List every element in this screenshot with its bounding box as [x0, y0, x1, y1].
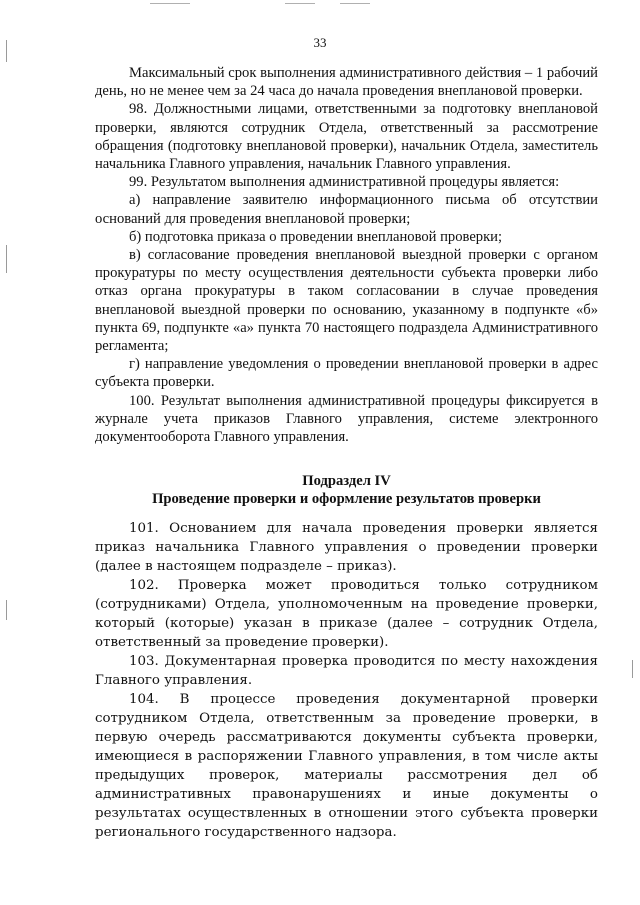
scan-artifact — [6, 245, 7, 273]
document-body — [95, 64, 598, 842]
paragraph: 103. Документарная проверка проводится по месту нахождения Главного управления. — [95, 653, 598, 688]
section-heading — [95, 472, 598, 508]
page-number: 33 — [313, 35, 327, 50]
paragraph: б) подготовка приказа о проведении внеплановой проверки; — [129, 228, 503, 245]
section-iii-tail — [95, 64, 598, 446]
paragraph: 101. Основанием для начала проведения проверки является приказ начальника Главного управления о проведении проверки (далее в настоящем подразделе – приказ). — [95, 520, 598, 574]
scan-artifact — [340, 3, 370, 4]
section-iv-body — [95, 519, 598, 842]
section-title: Проведение проверки и оформление результатов проверки — [152, 491, 541, 508]
scan-artifact — [150, 3, 190, 4]
paragraph: в) согласование проведения внеплановой выездной проверки с органом прокуратуры по месту осуществления деятельности субъекта проверки либо отказ органа прокуратуры в таком согласовании в случае проведения внеплановой выездной проверки по основанию, указанному в подпункте «б» пункта 69, подпункте «а» пункта 70 настоящего подраздела Административного регламента; — [95, 247, 598, 355]
paragraph: 98. Должностными лицами, ответственными за подготовку внеплановой проверки, являются сотрудник Отдела, ответственный за рассмотрение обращения (подготовку внеплановой проверки), начальник Отдела, заместитель начальника Главного управления, начальник Главного управления. — [95, 101, 598, 173]
paragraph: 102. Проверка может проводиться только сотрудником (сотрудниками) Отдела, уполномоченным на проведение проверки, который (которые) указан в приказе (далее – сотрудник Отдела, ответственный за проведение проверки). — [95, 577, 598, 650]
scan-artifact — [632, 660, 633, 678]
paragraph: Максимальный срок выполнения административного действия – 1 рабочий день, но не менее чем за 24 часа до начала проведения внеплановой проверки. — [95, 65, 598, 100]
paragraph: 99. Результатом выполнения административной процедуры является: — [129, 174, 560, 191]
section-label: Подраздел IV — [302, 473, 391, 490]
scan-artifact — [6, 600, 7, 620]
paragraph: 104. В процессе проведения документарной проверки сотрудником Отдела, ответственным за проведение проверки, в первую очередь рассматриваются документы субъекта проверки, имеющиеся в распоряжении Главного управления, в том числе акты предыдущих проверок, материалы рассмотрения дел об административных правонарушениях и иные документы о результатах осуществленных в отношении этого субъекта проверки регионального государственного надзора. — [95, 691, 598, 840]
paragraph: г) направление уведомления о проведении внеплановой проверки в адрес субъекта проверки. — [95, 356, 598, 391]
scan-artifact — [285, 3, 315, 4]
paragraph: 100. Результат выполнения административной процедуры фиксируется в журнале учета приказов Главного управления, системе электронного документооборота Главного управления. — [95, 392, 598, 446]
paragraph: а) направление заявителю информационного письма об отсутствии оснований для проведения внеплановой проверки; — [95, 192, 598, 227]
